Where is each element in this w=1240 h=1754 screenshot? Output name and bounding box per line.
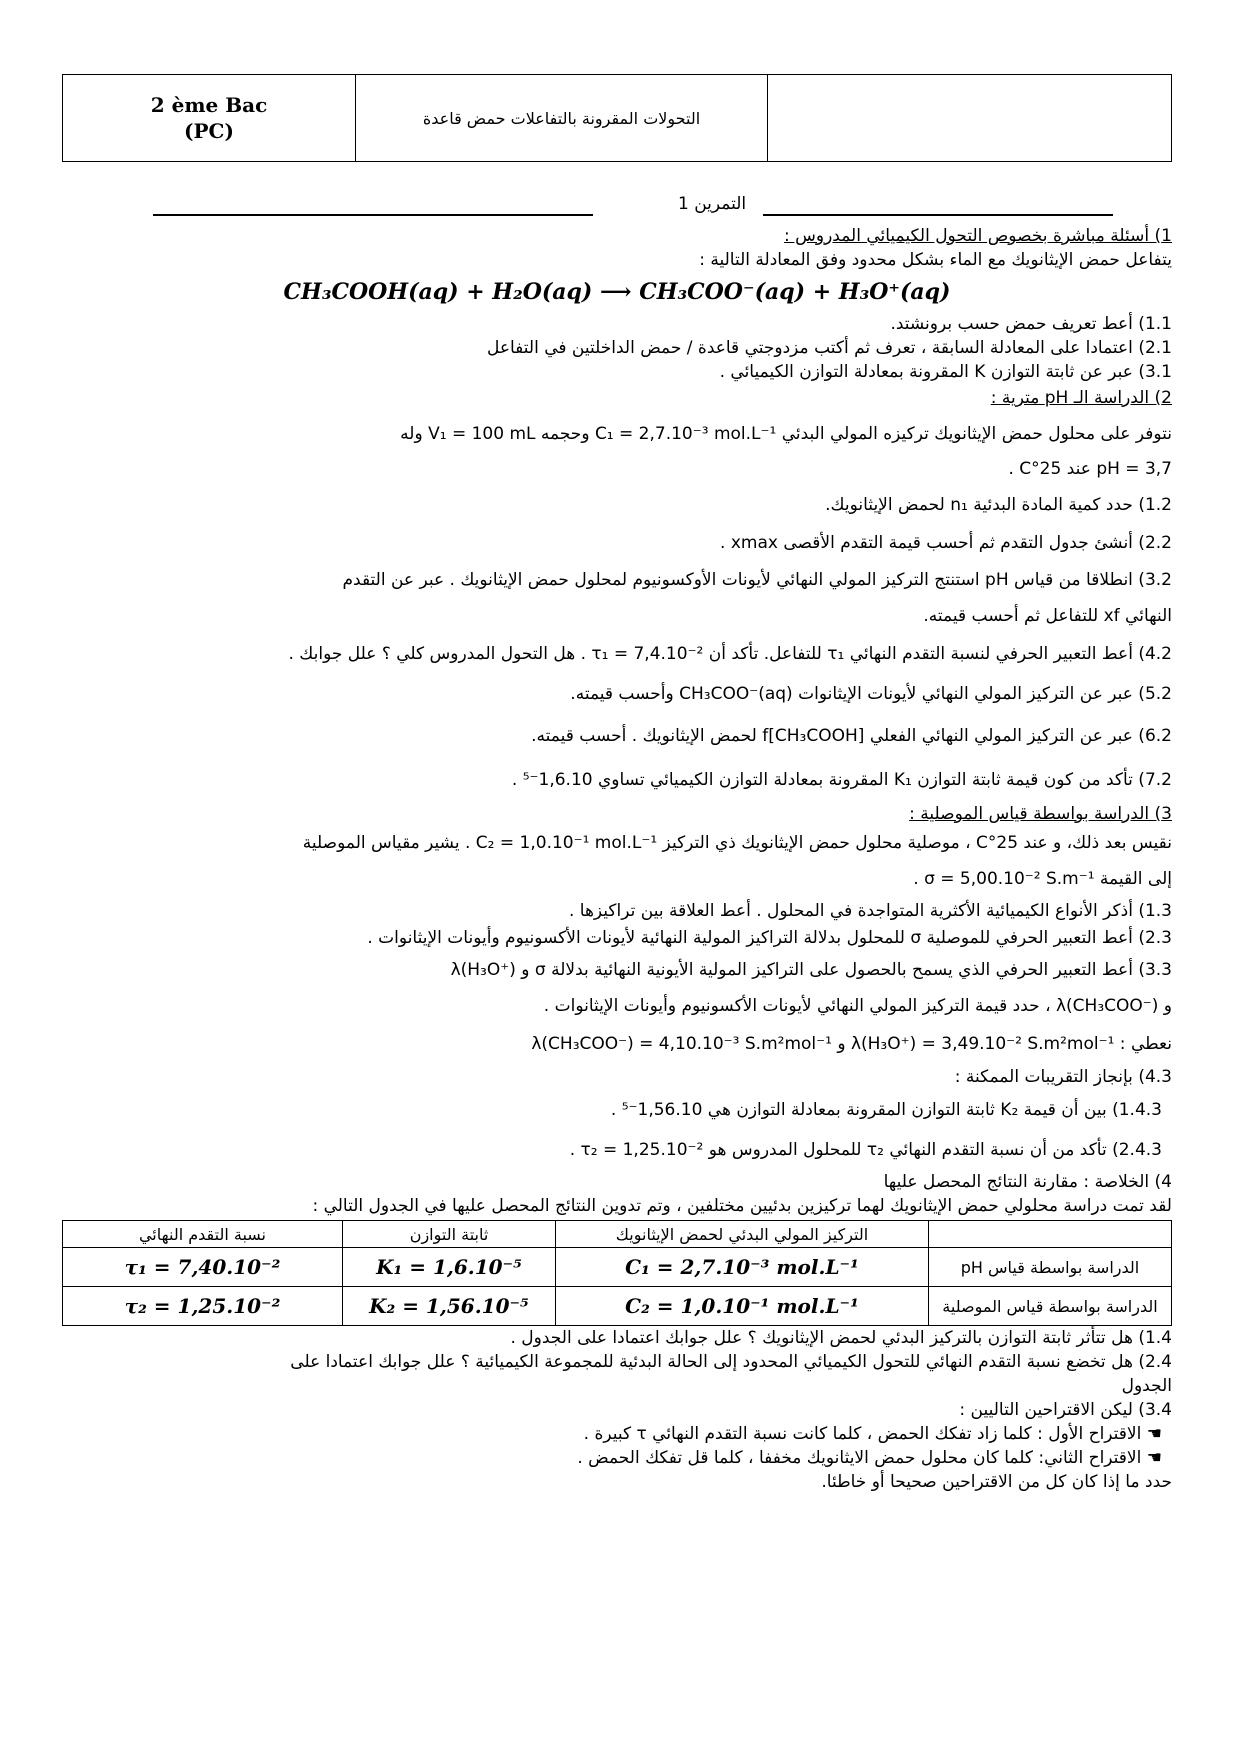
section2-intro-2: pH = 3,7 عند 25°C . — [1008, 459, 1172, 479]
exercise-title-row — [153, 194, 1113, 224]
table-header-cell: نسبة التقدم النهائي — [63, 1221, 343, 1248]
question-2-1: 2.1) اعتمادا على المعادلة السابقة ، تعرف ثم أكتب مزدوجتي قاعدة / حمض الداخلتين في التفاعل — [486, 338, 1172, 358]
section4-heading: 4) الخلاصة : مقارنة النتائج المحصل عليها — [883, 1172, 1172, 1192]
question-3-4: 3.4) ليكن الاقتراحين التاليين : — [959, 1400, 1172, 1420]
question-6-2: 6.2) عبر عن التركيز المولي النهائي الفعلي [CH₃COOH]f لحمض الإيثانويك . أحسب قيمته. — [531, 726, 1172, 746]
table-header-row — [63, 1221, 1172, 1248]
final-question: حدد ما إذا كان كل من الاقتراحين صحيحا أو خاطئا. — [821, 1472, 1172, 1492]
question-4-2: 4.2) أعط التعبير الحرفي لنسبة التقدم النهائي τ₁ للتفاعل. تأكد أن τ₁ = 7,4.10⁻² . هل التحول المدروس كلي ؟ علل جوابك . — [288, 644, 1172, 664]
title-rule-left — [153, 214, 593, 216]
lesson-title-cell — [356, 75, 768, 161]
table-cell-ratio: τ₂ = 1,25.10⁻² — [63, 1287, 343, 1326]
table-cell-concentration: C₂ = 1,0.10⁻¹ mol.L⁻¹ — [556, 1287, 929, 1326]
table-cell-concentration: C₁ = 2,7.10⁻³ mol.L⁻¹ — [556, 1248, 929, 1287]
table-row — [63, 1248, 1172, 1287]
table-row — [63, 1287, 1172, 1326]
section1-intro: يتفاعل حمض الإيثانويك مع الماء بشكل محدود وفق المعادلة التالية : — [699, 250, 1172, 270]
section3-intro-1: نقيس بعد ذلك، و عند 25°C ، موصلية محلول حمض الإيثانويك ذي التركيز C₂ = 1,0.10⁻¹ mol.L⁻¹ . يشير مقياس الموصلية — [302, 833, 1172, 853]
question-4-3: 4.3) بإنجاز التقريبات الممكنة : — [954, 1067, 1172, 1087]
question-1-3: 1.3) أذكر الأنواع الكيميائية الأكثرية المتواجدة في المحلول . أعط العلاقة بين تراكيزها . — [568, 901, 1172, 921]
question-2-4-3: 2.4.3) تأكد من أن نسبة التقدم النهائي τ₂ للمحلول المدروس هو τ₂ = 1,25.10⁻² . — [569, 1140, 1162, 1160]
proposal-1: ☚ الاقتراح الأول : كلما زاد تفكك الحمض ، كلما كانت نسبة التقدم النهائي τ كبيرة . — [583, 1424, 1162, 1444]
reaction-equation: CH₃COOH(aq) + H₂O(aq) ⟶ CH₃COO⁻(aq) + H₃O⁺(aq) — [283, 279, 951, 305]
question-3-2-b: النهائي xf للتفاعل ثم أحسب قيمته. — [923, 606, 1172, 626]
question-5-2: 5.2) عبر عن التركيز المولي النهائي لأيونات الإيثانوات CH₃COO⁻(aq) وأحسب قيمته. — [570, 684, 1172, 704]
exercise-content — [62, 224, 1172, 1494]
exercise-title: التمرين 1 — [678, 194, 747, 214]
table-cell-ratio: τ₁ = 7,40.10⁻² — [63, 1248, 343, 1287]
section2-intro-1: نتوفر على محلول حمض الإيثانويك تركيزه المولي البدئي C₁ = 2,7.10⁻³ mol.L⁻¹ وحجمه V₁ = 100 mL وله — [400, 424, 1172, 444]
table-cell-constant: K₁ = 1,6.10⁻⁵ — [343, 1248, 556, 1287]
level-cell — [63, 75, 356, 161]
question-3-3-b: و λ(CH₃COO⁻) ، حدد قيمة التركيز المولي النهائي لأيونات الأكسونيوم وأيونات الإيثانوات . — [543, 996, 1172, 1016]
stream-label: (PC) — [184, 119, 234, 143]
header-table — [62, 74, 1172, 162]
section3-heading: 3) الدراسة بواسطة قياس الموصلية : — [909, 804, 1172, 824]
level-label: 2 ème Bac — [150, 93, 268, 117]
table-header-cell: التركيز المولي البدئي لحمض الإيثانويك — [556, 1221, 929, 1248]
question-3-2-a: 3.2) انطلاقا من قياس pH استنتج التركيز المولي النهائي لأيونات الأوكسونيوم لمحلول حمض الإيثانويك . عبر عن التقدم — [342, 570, 1172, 590]
section4-intro: لقد تمت دراسة محلولي حمض الإيثانويك لهما تركيزين بدئيين مختلفين ، وتم تدوين النتائج المحصل عليها في الجدول التالي : — [312, 1196, 1172, 1216]
question-2-3: 2.3) أعط التعبير الحرفي للموصلية σ للمحلول بدلالة التراكيز المولية النهائية لأيونات الأكسونيوم وأيونات الإيثانوات . — [367, 928, 1172, 948]
question-1-2: 1.2) حدد كمية المادة البدئية n₁ لحمض الإيثانويك. — [825, 495, 1172, 515]
question-7-2: 7.2) تأكد من كون قيمة ثابتة التوازن K₁ المقرونة بمعادلة التوازن الكيميائي تساوي 1,6.10⁻⁵ . — [511, 770, 1172, 790]
question-2-2: 2.2) أنشئ جدول التقدم ثم أحسب قيمة التقدم الأقصى xmax . — [720, 533, 1172, 553]
lesson-title: التحولات المقرونة بالتفاعلات حمض قاعدة — [422, 108, 701, 128]
question-2-4-a: 2.4) هل تخضع نسبة التقدم النهائي للتحول الكيميائي المحدود إلى الحالة البدئية للمجموعة الكيميائية ؟ علل جوابك اعتمادا على — [290, 1352, 1172, 1372]
given-conductivities: نعطي : λ(H₃O⁺) = 3,49.10⁻² S.m²mol⁻¹ و λ(CH₃COO⁻) = 4,10.10⁻³ S.m²mol⁻¹ — [531, 1034, 1172, 1054]
question-1-1: 1.1) أعط تعريف حمض حسب برونشتد. — [890, 314, 1172, 334]
question-1-4-3: 1.4.3) بين أن قيمة K₂ ثابتة التوازن المقرونة بمعادلة التوازن هي 1,56.10⁻⁵ . — [610, 1100, 1162, 1120]
table-header-cell: ثابتة التوازن — [343, 1221, 556, 1248]
section3-intro-2: إلى القيمة σ = 5,00.10⁻² S.m⁻¹ . — [913, 869, 1172, 889]
proposal-2: ☚ الاقتراح الثاني: كلما كان محلول حمض الايثانويك مخففا ، كلما قل تفكك الحمض . — [577, 1448, 1162, 1468]
table-cell-method: الدراسة بواسطة قياس pH — [929, 1248, 1172, 1287]
question-1-4: 1.4) هل تتأثر ثابتة التوازن بالتركيز البدئي لحمض الإيثانويك ؟ علل جوابك اعتمادا على الجدول . — [510, 1328, 1172, 1348]
page — [62, 74, 1172, 1492]
table-cell-method: الدراسة بواسطة قياس الموصلية — [929, 1287, 1172, 1326]
question-2-4-b: الجدول — [1121, 1376, 1172, 1396]
results-table — [62, 1220, 1172, 1326]
question-3-3-a: 3.3) أعط التعبير الحرفي الذي يسمح بالحصول على التراكيز المولية الأيونية النهائية بدلالة σ و λ(H₃O⁺) — [450, 960, 1172, 980]
section1-heading: 1) أسئلة مباشرة بخصوص التحول الكيميائي المدروس : — [783, 226, 1172, 246]
empty-cell — [768, 75, 1171, 161]
section2-heading: 2) الدراسة الـ pH مترية : — [990, 388, 1172, 408]
table-cell-constant: K₂ = 1,56.10⁻⁵ — [343, 1287, 556, 1326]
table-header-cell — [929, 1221, 1172, 1248]
question-3-1: 3.1) عبر عن ثابتة التوازن K المقرونة بمعادلة التوازن الكيميائي . — [719, 362, 1172, 382]
title-rule-right — [763, 214, 1113, 216]
